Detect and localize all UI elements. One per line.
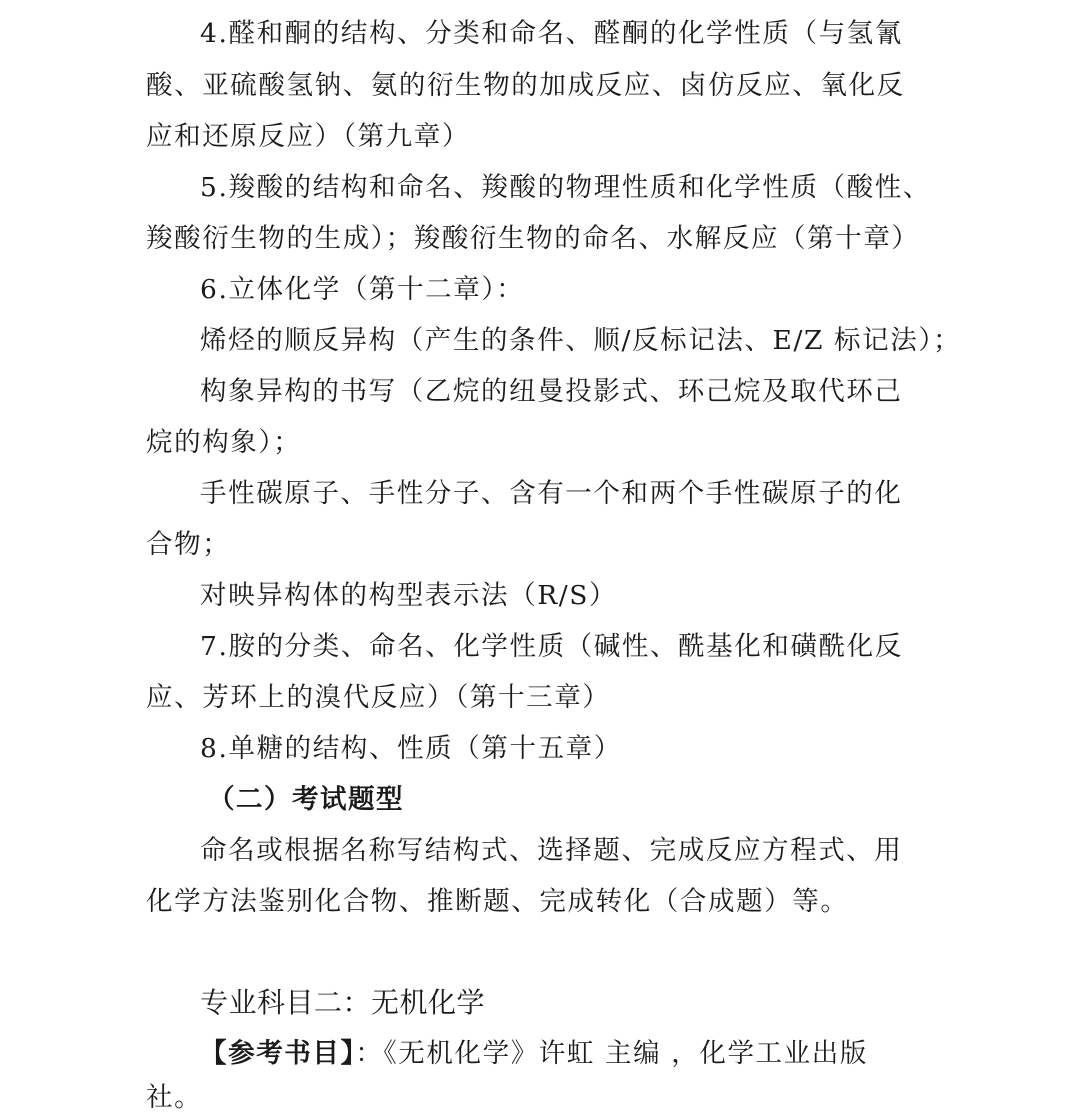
exam-types-line2: 化学方法鉴别化合物、推断题、完成转化（合成题）等。	[146, 886, 849, 917]
reference-books-line1	[200, 1034, 926, 1074]
exam-types-heading: （二）考试题型	[208, 784, 404, 815]
item6-point2-line1: 构象异构的书写（乙烷的纽曼投影式、环己烷及取代环己	[200, 376, 903, 407]
item6-point2-line2: 烷的构象）；	[146, 427, 302, 458]
item4-line3: 应和还原反应）（第九章）	[146, 121, 470, 152]
subject2-heading: 专业科目二：无机化学	[200, 986, 486, 1019]
item4-line2: 酸、亚硫酸氢钠、氨的衍生物的加成反应、卤仿反应、氧化反	[146, 70, 905, 101]
item4-line1: 4.醛和酮的结构、分类和命名、醛酮的化学性质（与氢氰	[200, 18, 903, 49]
item6-point1: 烯烃的顺反异构（产生的条件、顺/反标记法、E/Z 标记法）；	[200, 325, 962, 356]
item8-line1: 8.单糖的结构、性质（第十五章）	[200, 733, 622, 764]
reference-books-label: 【参考书目】	[200, 1038, 356, 1069]
item5-line2: 羧酸衍生物的生成）；羧酸衍生物的命名、水解反应（第十章）	[146, 223, 920, 254]
item7-line2: 应、芳环上的溴代反应）（第十三章）	[146, 682, 611, 713]
item5-line1: 5.羧酸的结构和命名、羧酸的物理性质和化学性质（酸性、	[200, 172, 931, 203]
item6-point3-line2: 合物；	[146, 529, 231, 560]
reference-books-line2: 社。	[146, 1082, 203, 1113]
item6-title: 6.立体化学（第十二章）：	[200, 274, 525, 305]
reference-books-text: ：《无机化学》许虹 主编 ，化学工业出版	[355, 1038, 868, 1069]
exam-types-line1: 命名或根据名称写结构式、选择题、完成反应方程式、用	[200, 835, 903, 866]
item6-point4: 对映异构体的构型表示法（R/S）	[200, 580, 618, 611]
item7-line1: 7.胺的分类、命名、化学性质（碱性、酰基化和磺酰化反	[200, 631, 903, 662]
item6-point3-line1: 手性碳原子、手性分子、含有一个和两个手性碳原子的化	[200, 478, 903, 509]
